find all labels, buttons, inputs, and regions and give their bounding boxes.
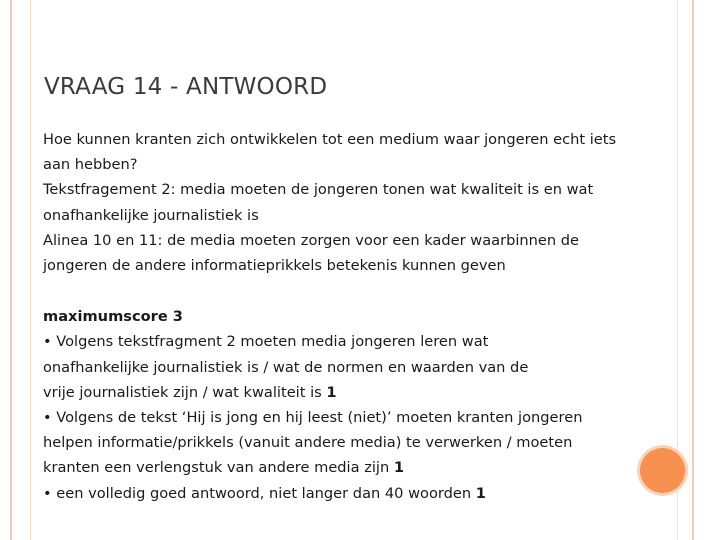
score-points: 1 [326,383,337,401]
score-points: 1 [475,484,486,502]
scoring-line: • Volgens tekstfragment 2 moeten media jongeren leren wat [43,333,489,351]
slide-title: VRAAG 14 - ANTWOORD [44,74,328,100]
score-heading: maximumscore 3 [43,308,183,326]
question-line: Tekstfragement 2: media moeten de jongeren tonen wat kwaliteit is en wat [43,181,594,199]
question-line: Hoe kunnen kranten zich ontwikkelen tot een medium waar jongeren echt iets [43,131,617,148]
question-line: aan hebben? [43,156,138,174]
scoring-line: • Volgens de tekst ‘Hij is jong en hij leest (niet)’ moeten kranten jongeren [43,409,583,427]
question-line: Alinea 10 en 11: de media moeten zorgen voor een kader waarbinnen de [43,231,579,249]
question-line: onafhankelijke journalistiek is [43,206,259,224]
decorative-circle [640,448,685,493]
score-points: 1 [393,459,405,477]
scoring-line: kranten een verlengstuk van andere media zijn 1 [43,459,405,477]
scoring-line: onafhankelijke journalistiek is / wat de normen en waarden van de [43,358,529,376]
slide-body [43,127,643,506]
scoring-line: vrije journalistiek zijn / wat kwaliteit is 1 [43,383,337,401]
scoring-line: helpen informatie/prikkels (vanuit andere media) te verwerken / moeten [43,434,573,452]
question-line: jongeren de andere informatieprikkels betekenis kunnen geven [43,257,506,275]
scoring-line: • een volledig goed antwoord, niet langer dan 40 woorden 1 [43,484,486,502]
